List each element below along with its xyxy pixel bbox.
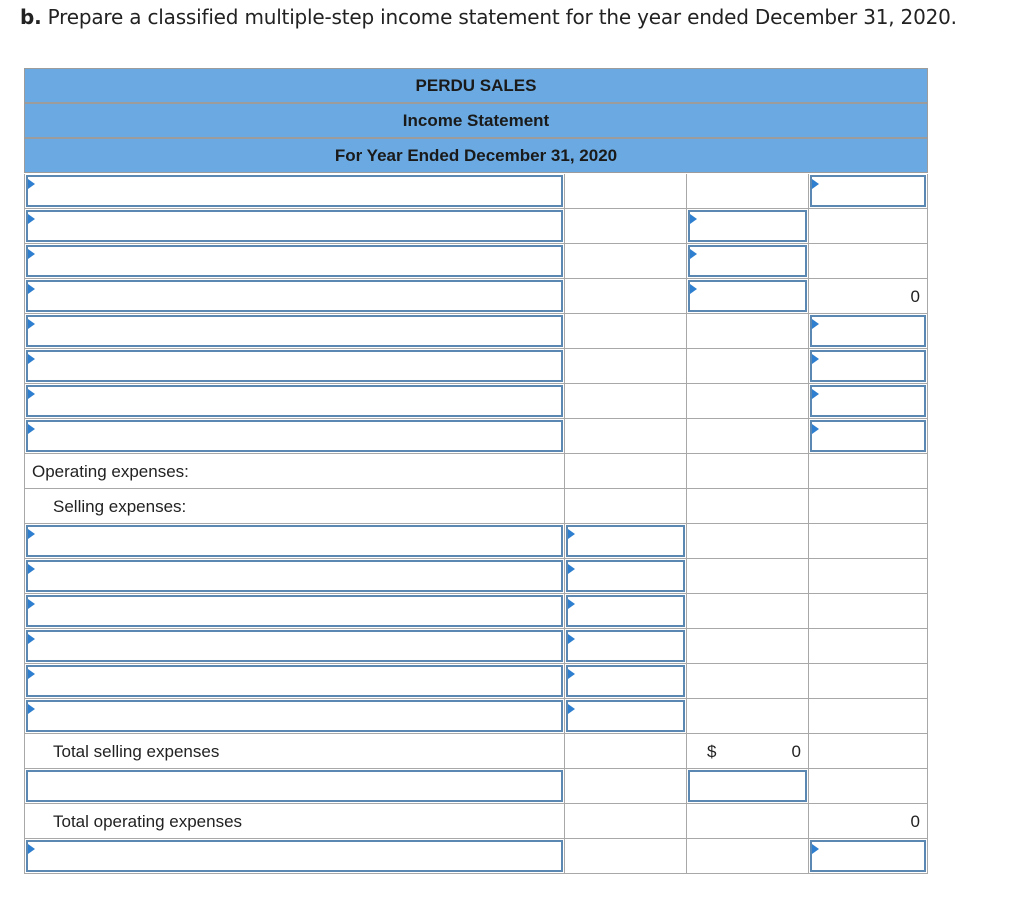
- amount-input[interactable]: [688, 245, 807, 277]
- dropdown-triangle-icon: [28, 424, 35, 434]
- amount-cell: [564, 174, 686, 209]
- amount-cell: [564, 629, 686, 664]
- amount-cell: [564, 559, 686, 594]
- amount-cell: [564, 524, 686, 559]
- amount-cell: [686, 279, 808, 314]
- amount-cell: [686, 664, 808, 699]
- amount-cell: [808, 419, 928, 454]
- dropdown-triangle-icon: [690, 249, 697, 259]
- amount-input[interactable]: [566, 560, 685, 592]
- amount-input[interactable]: [688, 210, 807, 242]
- amount-cell: [564, 454, 686, 489]
- account-dropdown[interactable]: [26, 665, 563, 697]
- label-cell: [24, 174, 564, 209]
- account-dropdown[interactable]: [26, 630, 563, 662]
- label-cell: [24, 244, 564, 279]
- label-cell: [24, 524, 564, 559]
- label-cell: [24, 839, 564, 874]
- table-row: [24, 524, 928, 559]
- dropdown-triangle-icon: [568, 599, 575, 609]
- amount-cell: [564, 699, 686, 734]
- dropdown-triangle-icon: [28, 214, 35, 224]
- account-dropdown[interactable]: [26, 175, 563, 207]
- label-cell: [24, 209, 564, 244]
- table-row: [24, 174, 928, 209]
- amount-cell: [564, 349, 686, 384]
- amount-cell: [808, 699, 928, 734]
- amount-cell: [686, 489, 808, 524]
- amount-input[interactable]: [566, 700, 685, 732]
- account-dropdown[interactable]: [26, 420, 563, 452]
- amount-cell: [808, 804, 928, 839]
- account-dropdown[interactable]: [26, 350, 563, 382]
- dropdown-triangle-icon: [28, 704, 35, 714]
- amount-cell: [808, 279, 928, 314]
- amount-cell: [808, 629, 928, 664]
- amount-input[interactable]: [810, 175, 926, 207]
- label-cell: [24, 594, 564, 629]
- label-cell: [24, 454, 564, 489]
- amount-cell: [686, 559, 808, 594]
- label-cell: [24, 279, 564, 314]
- account-dropdown[interactable]: [26, 280, 563, 312]
- question-prompt: [20, 5, 957, 29]
- amount-input[interactable]: [566, 595, 685, 627]
- dropdown-triangle-icon: [812, 319, 819, 329]
- amount-cell: [564, 594, 686, 629]
- amount-cell: [808, 314, 928, 349]
- table-row: [24, 454, 928, 489]
- dropdown-triangle-icon: [568, 669, 575, 679]
- amount-cell: [564, 244, 686, 279]
- amount-cell: [808, 244, 928, 279]
- dropdown-triangle-icon: [28, 529, 35, 539]
- amount-input[interactable]: [688, 280, 807, 312]
- label-cell: [24, 314, 564, 349]
- amount-cell: [686, 629, 808, 664]
- account-dropdown[interactable]: [26, 385, 563, 417]
- amount-cell: [564, 664, 686, 699]
- amount-cell: [808, 209, 928, 244]
- amount-cell: [686, 349, 808, 384]
- amount-cell: [686, 384, 808, 419]
- amount-cell: [686, 454, 808, 489]
- account-dropdown[interactable]: [26, 560, 563, 592]
- amount-cell: [564, 769, 686, 804]
- table-row: [24, 664, 928, 699]
- dropdown-triangle-icon: [812, 354, 819, 364]
- label-cell: [24, 384, 564, 419]
- dropdown-triangle-icon: [28, 634, 35, 644]
- amount-cell: [808, 769, 928, 804]
- total-operating-expenses-label: Total operating expenses: [53, 812, 243, 831]
- dropdown-triangle-icon: [690, 214, 697, 224]
- amount-cell: [808, 174, 928, 209]
- amount-cell: [686, 769, 808, 804]
- amount-cell: [808, 734, 928, 769]
- label-cell: [24, 349, 564, 384]
- income-statement-worksheet: [24, 68, 928, 876]
- amount-cell: [686, 209, 808, 244]
- label-input[interactable]: [26, 770, 563, 802]
- amount-cell: [564, 209, 686, 244]
- dropdown-triangle-icon: [28, 284, 35, 294]
- dropdown-triangle-icon: [812, 424, 819, 434]
- table-row: [24, 769, 928, 804]
- statement-period: For Year Ended December 31, 2020: [334, 145, 618, 165]
- label-cell: [24, 769, 564, 804]
- amount-cell: [808, 349, 928, 384]
- table-row: [24, 244, 928, 279]
- table-row: [24, 489, 928, 524]
- table-row: [24, 594, 928, 629]
- currency-symbol: $: [707, 742, 717, 761]
- table-row: [24, 559, 928, 594]
- amount-cell: [686, 734, 808, 769]
- total-selling-value: 0: [791, 742, 801, 761]
- dropdown-triangle-icon: [812, 179, 819, 189]
- label-cell: [24, 734, 564, 769]
- amount-cell: [686, 174, 808, 209]
- amount-input[interactable]: [566, 630, 685, 662]
- amount-cell: [564, 804, 686, 839]
- amount-input[interactable]: [810, 385, 926, 417]
- dropdown-triangle-icon: [28, 319, 35, 329]
- account-dropdown[interactable]: [26, 315, 563, 347]
- table-row: [24, 209, 928, 244]
- question-text: Prepare a classified multiple-step income statement for the year ended December 31, 2020.: [41, 5, 957, 29]
- dropdown-triangle-icon: [28, 179, 35, 189]
- amount-cell: [808, 489, 928, 524]
- amount-cell: [564, 279, 686, 314]
- statement-period-header: [24, 138, 928, 173]
- amount-cell: [808, 454, 928, 489]
- dropdown-triangle-icon: [28, 669, 35, 679]
- dropdown-triangle-icon: [28, 599, 35, 609]
- amount-input[interactable]: [566, 525, 685, 557]
- dropdown-triangle-icon: [568, 529, 575, 539]
- amount-input[interactable]: [810, 420, 926, 452]
- amount-cell: [808, 524, 928, 559]
- label-cell: [24, 559, 564, 594]
- table-row: [24, 419, 928, 454]
- table-row: [24, 384, 928, 419]
- label-cell: [24, 489, 564, 524]
- table-row: [24, 314, 928, 349]
- amount-cell: [686, 839, 808, 874]
- total-operating-value: 0: [910, 812, 920, 831]
- table-row: [24, 349, 928, 384]
- amount-cell: [808, 664, 928, 699]
- label-cell: [24, 419, 564, 454]
- account-dropdown[interactable]: [26, 840, 563, 872]
- amount-cell: [564, 734, 686, 769]
- amount-input[interactable]: [566, 665, 685, 697]
- dropdown-triangle-icon: [28, 844, 35, 854]
- dropdown-triangle-icon: [812, 389, 819, 399]
- table-row: [24, 629, 928, 664]
- dropdown-triangle-icon: [568, 704, 575, 714]
- amount-cell: [686, 699, 808, 734]
- amount-cell: [564, 839, 686, 874]
- table-row: [24, 279, 928, 314]
- computed-value: 0: [910, 287, 920, 306]
- label-cell: [24, 699, 564, 734]
- amount-input[interactable]: [810, 350, 926, 382]
- table-row: [24, 839, 928, 874]
- amount-cell: [808, 384, 928, 419]
- amount-cell: [686, 524, 808, 559]
- account-dropdown[interactable]: [26, 595, 563, 627]
- label-cell: [24, 664, 564, 699]
- selling-expenses-label: Selling expenses:: [53, 497, 187, 516]
- dropdown-triangle-icon: [690, 284, 697, 294]
- question-letter: b.: [20, 5, 42, 29]
- amount-input[interactable]: [688, 770, 807, 802]
- dropdown-triangle-icon: [568, 634, 575, 644]
- amount-cell: [808, 559, 928, 594]
- amount-cell: [808, 839, 928, 874]
- amount-cell: [564, 314, 686, 349]
- dropdown-triangle-icon: [28, 354, 35, 364]
- label-cell: [24, 804, 564, 839]
- dropdown-triangle-icon: [28, 249, 35, 259]
- table-row: [24, 734, 928, 769]
- account-dropdown[interactable]: [26, 525, 563, 557]
- amount-cell: [686, 804, 808, 839]
- amount-cell: [686, 594, 808, 629]
- amount-input[interactable]: [810, 315, 926, 347]
- amount-cell: [808, 594, 928, 629]
- amount-input[interactable]: [810, 840, 926, 872]
- statement-title-header: [24, 103, 928, 138]
- amount-cell: [564, 489, 686, 524]
- account-dropdown[interactable]: [26, 700, 563, 732]
- table-row: [24, 699, 928, 734]
- dropdown-triangle-icon: [568, 564, 575, 574]
- amount-cell: [564, 419, 686, 454]
- amount-cell: [686, 314, 808, 349]
- company-name-header: [24, 68, 928, 103]
- account-dropdown[interactable]: [26, 245, 563, 277]
- amount-cell: [564, 384, 686, 419]
- amount-cell: [686, 244, 808, 279]
- statement-title: Income Statement: [402, 110, 550, 130]
- account-dropdown[interactable]: [26, 210, 563, 242]
- table-row: [24, 804, 928, 839]
- company-name: PERDU SALES: [415, 75, 537, 95]
- amount-cell: [686, 419, 808, 454]
- total-selling-expenses-label: Total selling expenses: [53, 742, 220, 761]
- dropdown-triangle-icon: [28, 564, 35, 574]
- label-cell: [24, 629, 564, 664]
- dropdown-triangle-icon: [812, 844, 819, 854]
- dropdown-triangle-icon: [28, 389, 35, 399]
- operating-expenses-label: Operating expenses:: [32, 462, 189, 481]
